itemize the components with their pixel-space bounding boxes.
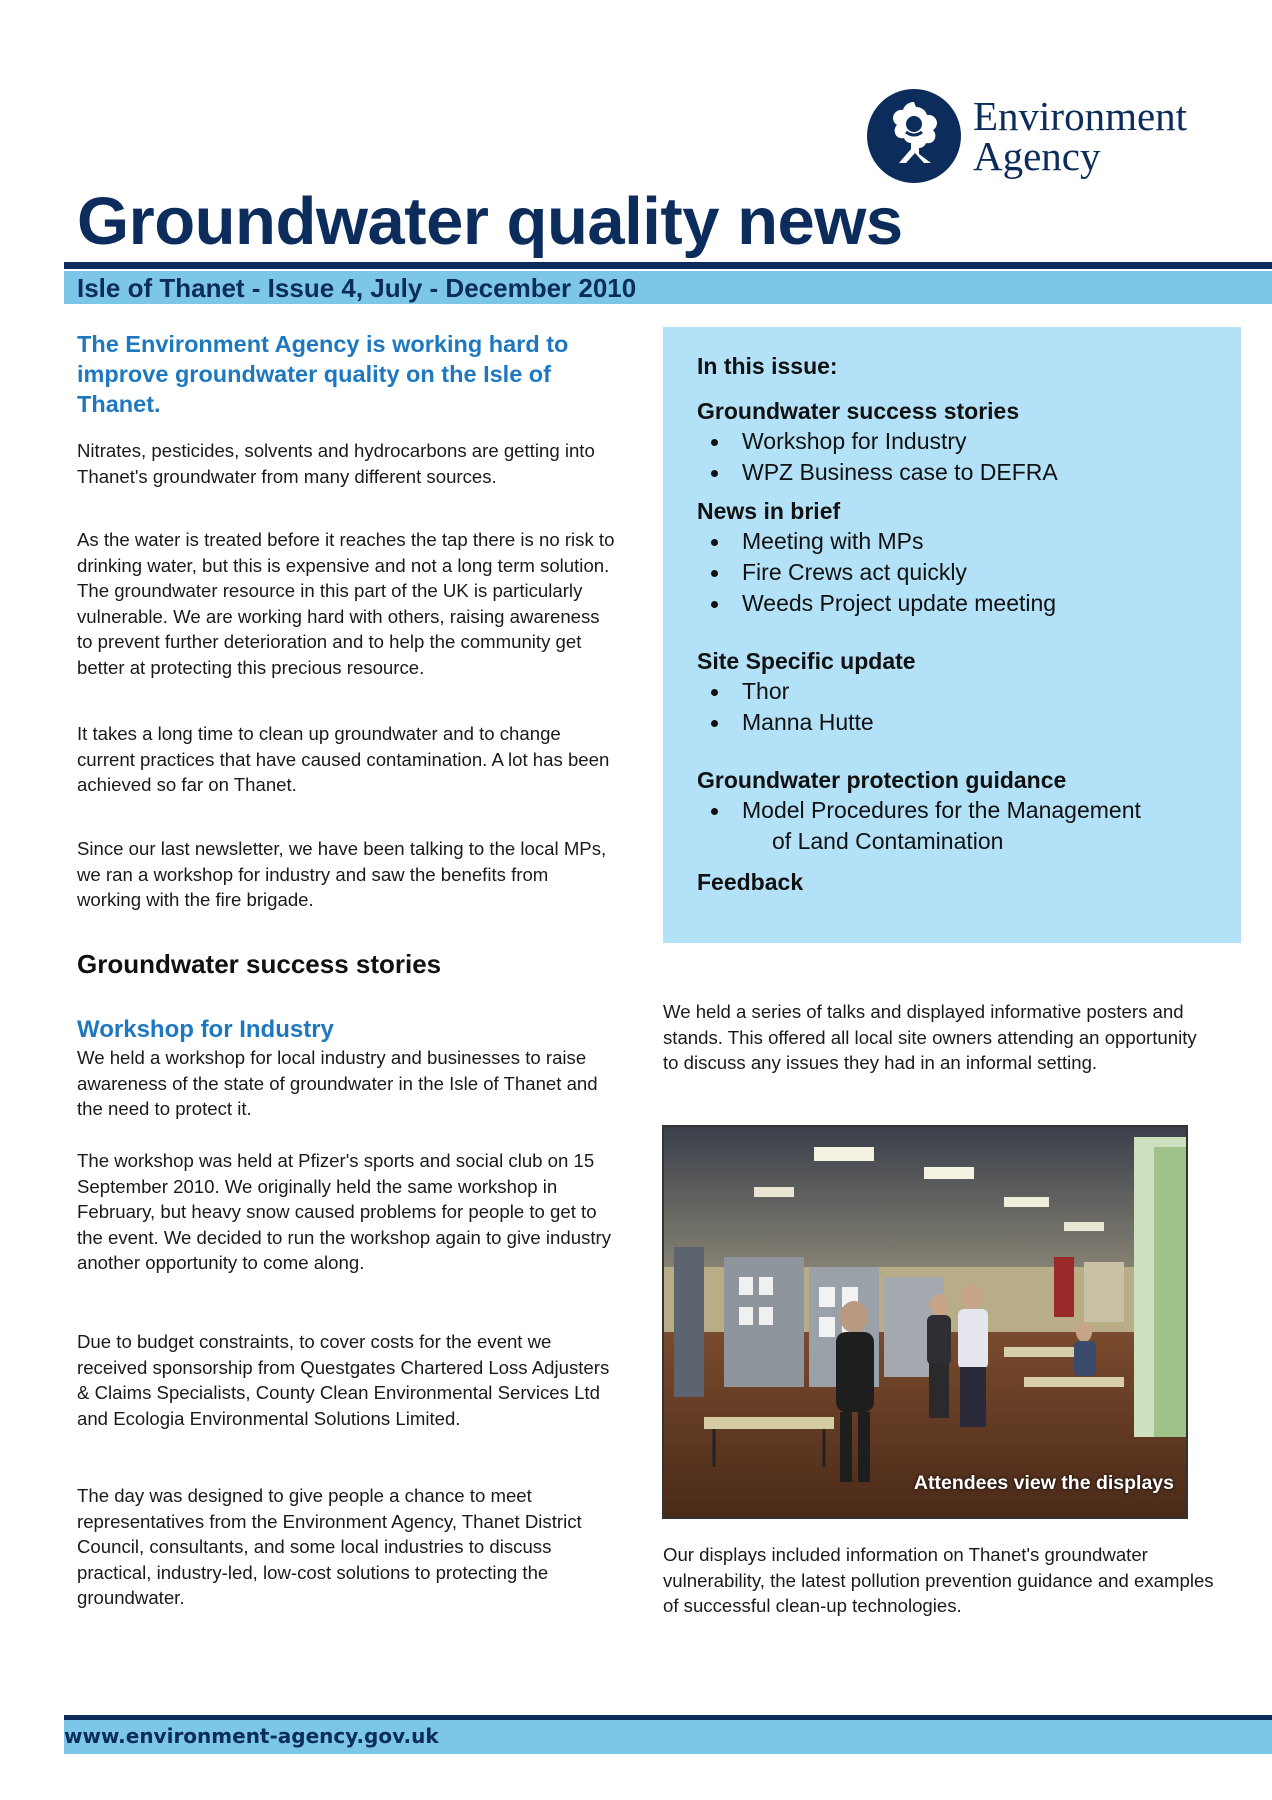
talks-paragraph: We held a series of talks and displayed informative posters and stands. This offered all local site owners attending an opportunity to discuss any issues they had in an informal setting. bbox=[663, 1001, 1197, 1073]
contents-section-heading: News in brief bbox=[697, 498, 841, 524]
bullet-icon bbox=[711, 570, 718, 577]
contents-box bbox=[663, 327, 1241, 943]
intro-paragraph-4: Since our last newsletter, we have been talking to the local MPs, we ran a workshop for industry and saw the benefits from working with the fire brigade. bbox=[77, 838, 607, 910]
contents-list bbox=[697, 526, 1231, 619]
success-stories-heading: Groundwater success stories bbox=[77, 949, 442, 979]
hall-illustration bbox=[664, 1127, 1186, 1517]
event-photo bbox=[662, 1125, 1188, 1519]
intro-paragraph-2: As the water is treated before it reaches the tap there is no risk to drinking water, but this is expensive and not a long term solution. The groundwater resource in this part of the UK is particularly vulnerable. We are working hard with others, raising awareness to prevent further deterioration and to help the community get better at protecting this precious resource. bbox=[77, 529, 615, 678]
logo-line-2: Agency bbox=[973, 133, 1101, 179]
contents-section-heading: Site Specific update bbox=[697, 648, 916, 674]
intro-paragraph-1: Nitrates, pesticides, solvents and hydrocarbons are getting into Thanet's groundwater from many different sources. bbox=[77, 440, 595, 487]
bullet-icon bbox=[711, 601, 718, 608]
bullet-icon bbox=[711, 720, 718, 727]
contents-item: Weeds Project update meeting bbox=[697, 588, 1231, 619]
photo-caption: Attendees view the displays bbox=[913, 1472, 1174, 1494]
bullet-icon bbox=[711, 808, 718, 815]
contents-section-heading: Feedback bbox=[697, 869, 804, 895]
contents-item: Thor bbox=[697, 676, 1231, 707]
workshop-paragraph-4: The day was designed to give people a chance to meet representatives from the Environment Agency, Thanet District Council, consultants, and some local industries to discuss practical, industry-led, low-cost solutions to protecting the groundwater. bbox=[77, 1485, 582, 1608]
bullet-icon bbox=[711, 539, 718, 546]
contents-title: In this issue: bbox=[697, 353, 838, 379]
displays-paragraph: Our displays included information on Thanet's groundwater vulnerability, the latest pollution prevention guidance and examples of successful clean-up technologies. bbox=[663, 1544, 1214, 1616]
contents-item: Workshop for Industry bbox=[697, 426, 1231, 457]
contents-list bbox=[697, 676, 1231, 738]
contents-section-heading: Groundwater success stories bbox=[697, 398, 1020, 424]
contents-item: Manna Hutte bbox=[697, 707, 1231, 738]
title-rule bbox=[64, 262, 1272, 269]
newsletter-title: Groundwater quality news bbox=[77, 184, 903, 259]
bullet-icon bbox=[711, 689, 718, 696]
contents-item: Model Procedures for the Management bbox=[697, 795, 1231, 826]
contents-list bbox=[697, 795, 1231, 857]
workshop-paragraph-3: Due to budget constraints, to cover costs for the event we received sponsorship from Questgates Chartered Loss Adjusters & Claims Specialists, County Clean Environmental Services Ltd and Ecologia Environmental Solutions Limited. bbox=[77, 1331, 610, 1429]
bullet-icon bbox=[711, 470, 718, 477]
contents-item: Meeting with MPs bbox=[697, 526, 1231, 557]
contents-item-continued: of Land Contamination bbox=[772, 828, 1004, 854]
workshop-paragraph-1: We held a workshop for local industry and businesses to raise awareness of the state of groundwater in the Isle of Thanet and the need to protect it. bbox=[77, 1047, 598, 1119]
contents-section-heading: Groundwater protection guidance bbox=[697, 767, 1067, 793]
tree-person-icon bbox=[866, 88, 962, 184]
bullet-icon bbox=[711, 439, 718, 446]
contents-item: Fire Crews act quickly bbox=[697, 557, 1231, 588]
footer-url-link[interactable]: www.environment-agency.gov.uk bbox=[64, 1724, 439, 1748]
logo-line-1: Environment bbox=[973, 93, 1188, 139]
contents-item: WPZ Business case to DEFRA bbox=[697, 457, 1231, 488]
contents-list bbox=[697, 426, 1231, 488]
workshop-paragraph-2: The workshop was held at Pfizer's sports and social club on 15 September 2010. We originally held the same workshop in February, but heavy snow caused problems for people to get to the event. We decided to run the workshop again to give industry another opportunity to come along. bbox=[77, 1150, 612, 1273]
intro-heading: The Environment Agency is working hard to improve groundwater quality on the Isle of Thanet. bbox=[77, 331, 569, 417]
intro-paragraph-3: It takes a long time to clean up groundwater and to change current practices that have caused contamination. A lot has been achieved so far on Thanet. bbox=[77, 723, 610, 795]
workshop-subheading: Workshop for Industry bbox=[77, 1016, 334, 1043]
environment-agency-logo bbox=[866, 88, 1226, 188]
issue-label: Isle of Thanet - Issue 4, July - December 2010 bbox=[77, 273, 637, 303]
